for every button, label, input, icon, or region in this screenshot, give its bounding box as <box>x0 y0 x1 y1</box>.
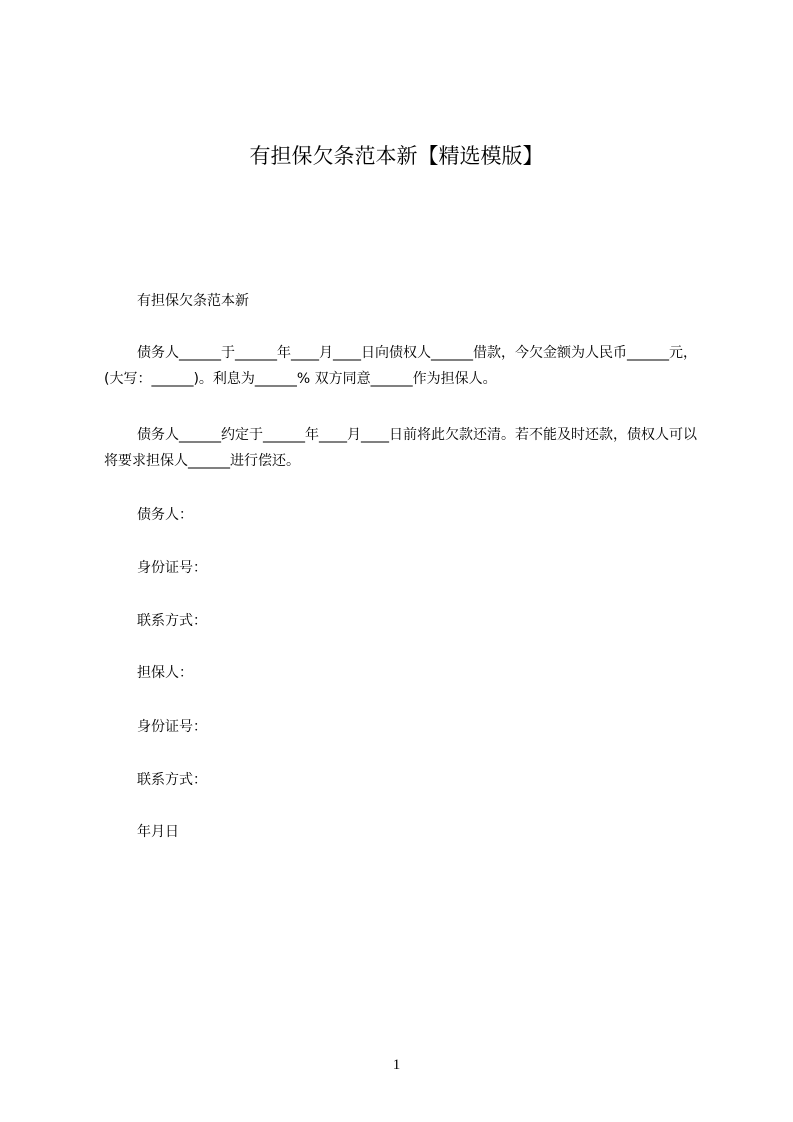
guarantor-signature-field: 担保人： <box>137 665 193 681</box>
debtor-signature-field: 债务人： <box>137 507 193 523</box>
date-field: 年月日 <box>137 824 179 840</box>
repayment-terms-paragraph: 债务人______约定于______年____月____日前将此欠款还清。若不能及时还款，债权人可以将要求担保人______进行偿还。 <box>104 427 697 469</box>
loan-terms-paragraph: 债务人______于______年____月____日向债权人______借款，今欠金额为人民币______元，(大写：______)。利息为______% 双方同意______作为担保人。 <box>104 345 697 387</box>
debtor-id-field: 身份证号： <box>137 560 207 576</box>
document-subtitle: 有担保欠条范本新 <box>137 293 249 309</box>
debtor-contact-field: 联系方式： <box>137 613 207 629</box>
document-title: 有担保欠条范本新【精选模版】 <box>249 144 544 168</box>
guarantor-id-field: 身份证号： <box>137 719 207 735</box>
guarantor-contact-field: 联系方式： <box>137 772 207 788</box>
page-number: 1 <box>392 1057 401 1073</box>
